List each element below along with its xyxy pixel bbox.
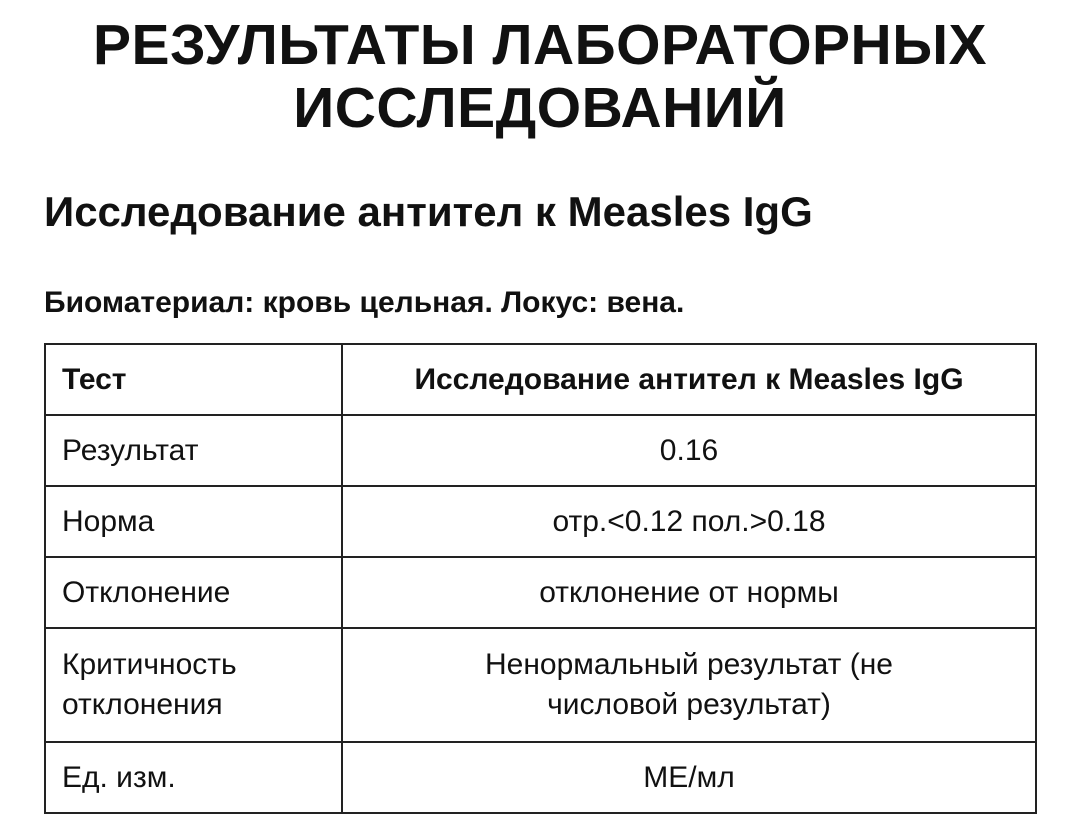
header-test-label: Тест [45, 344, 342, 415]
row-label-deviation: Отклонение [45, 557, 342, 628]
table-header-row [45, 344, 1036, 415]
page-title-line1: РЕЗУЛЬТАТЫ ЛАБОРАТОРНЫХ [92, 13, 988, 77]
row-value-criticality-line2: числовой результат) [547, 688, 831, 721]
row-label-result: Результат [45, 415, 342, 486]
row-value-criticality-line1: Ненормальный результат (не [485, 648, 893, 681]
row-label-criticality-line1: Критичность [62, 648, 237, 681]
row-value-norm: отр.<0.12 пол.>0.18 [342, 486, 1036, 557]
row-value-criticality [342, 628, 1036, 742]
results-table [44, 343, 1037, 814]
row-label-units: Ед. изм. [45, 742, 342, 813]
table-row [45, 557, 1036, 628]
table-row [45, 415, 1036, 486]
table-row [45, 486, 1036, 557]
row-value-result: 0.16 [342, 415, 1036, 486]
row-value-deviation: отклонение от нормы [342, 557, 1036, 628]
row-label-criticality [45, 628, 342, 742]
row-value-units: МЕ/мл [342, 742, 1036, 813]
row-label-criticality-line2: отклонения [62, 688, 223, 721]
page-title-line2: ИССЛЕДОВАНИЙ [293, 76, 787, 140]
test-subtitle: Исследование антител к Measles IgG [44, 188, 813, 235]
page-title [0, 14, 1080, 140]
row-label-norm: Норма [45, 486, 342, 557]
biomaterial-info: Биоматериал: кровь цельная. Локус: вена. [44, 286, 685, 319]
table-row [45, 628, 1036, 742]
header-test-name: Исследование антител к Measles IgG [342, 344, 1036, 415]
table-row [45, 742, 1036, 813]
